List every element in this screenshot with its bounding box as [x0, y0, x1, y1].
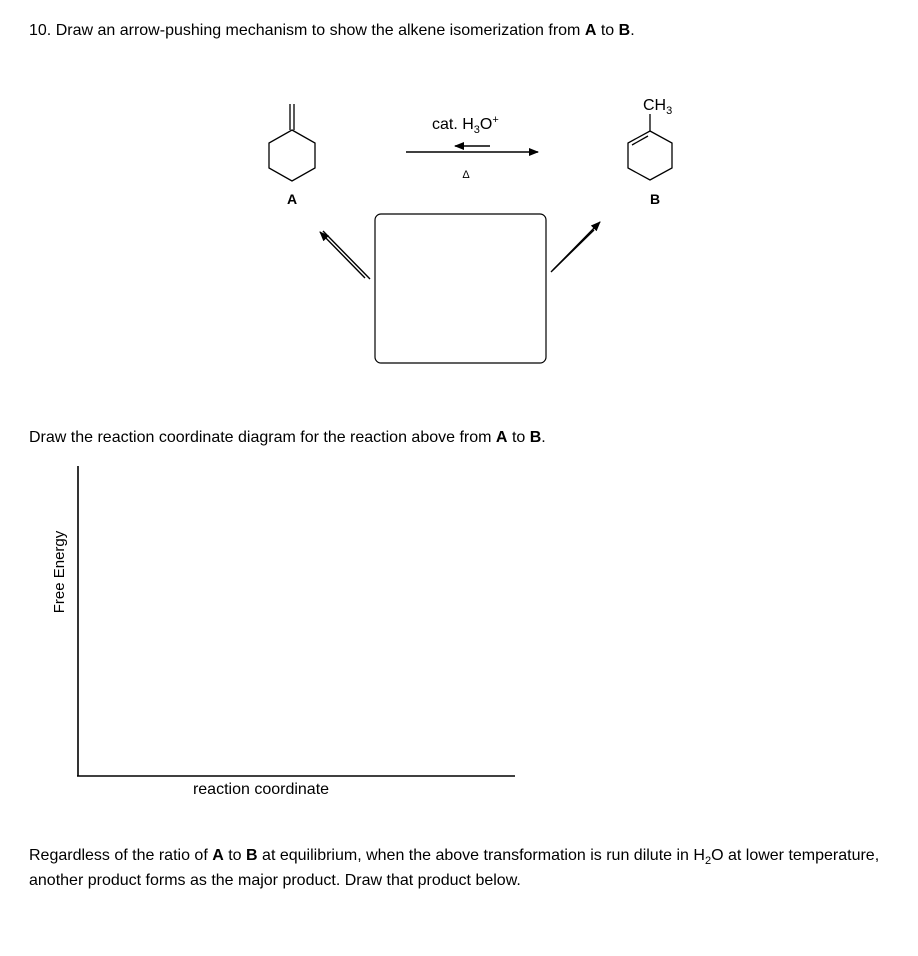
to-word: to [600, 22, 615, 39]
compound-b-label: B [649, 191, 661, 207]
subscript-2: 2 [704, 855, 712, 868]
heat-symbol: Δ [462, 169, 470, 181]
final-text-1: Regardless of the ratio of [29, 847, 208, 864]
final-question-prompt [29, 846, 899, 891]
y-axis-label: Free Energy [51, 530, 68, 614]
equilibrium-arrows [406, 146, 538, 152]
to-word: to [511, 429, 526, 446]
compound-b-structure [628, 114, 672, 180]
compound-a-ref: A [495, 429, 508, 446]
compound-a-ref: A [212, 847, 224, 864]
compound-a-label: A [286, 191, 298, 207]
arrow-a-to-intermediate-icon [323, 231, 370, 279]
reagent-label: cat. $H_3O^+$ [432, 114, 499, 136]
diagonal-arrows-right [551, 222, 600, 272]
period: . [630, 22, 635, 39]
methyl-label: $CH_3$ [643, 97, 673, 117]
reaction-diagram-prompt [29, 428, 546, 448]
diagram-prompt-text: Draw the reaction coordinate diagram for the reaction above from [29, 429, 492, 446]
x-axis-label: reaction coordinate [192, 781, 330, 798]
final-text-3: at equilibrium, when the above transformation is run dilute in H [262, 847, 705, 864]
diagonal-arrows-left [320, 231, 370, 279]
compound-a-structure [269, 104, 315, 181]
compound-b-ref: B [618, 22, 631, 39]
final-text-2: to [228, 847, 242, 864]
period: . [541, 429, 546, 446]
compound-b-ref: B [246, 847, 258, 864]
intermediate-answer-box[interactable] [375, 214, 546, 363]
compound-b-ref: B [529, 429, 542, 446]
arrow-b-to-intermediate-icon [553, 230, 594, 270]
reaction-coordinate-axes[interactable] [77, 466, 515, 776]
question-text: Draw an arrow-pushing mechanism to show the alkene isomerization from [55, 22, 581, 39]
question-number: 10. [29, 22, 52, 39]
final-text-4: O at lower temperature, another product forms as the major product. Draw that product below. [29, 847, 880, 890]
arrow-intermediate-to-a-icon [320, 232, 365, 278]
compound-a-ref: A [584, 22, 597, 39]
